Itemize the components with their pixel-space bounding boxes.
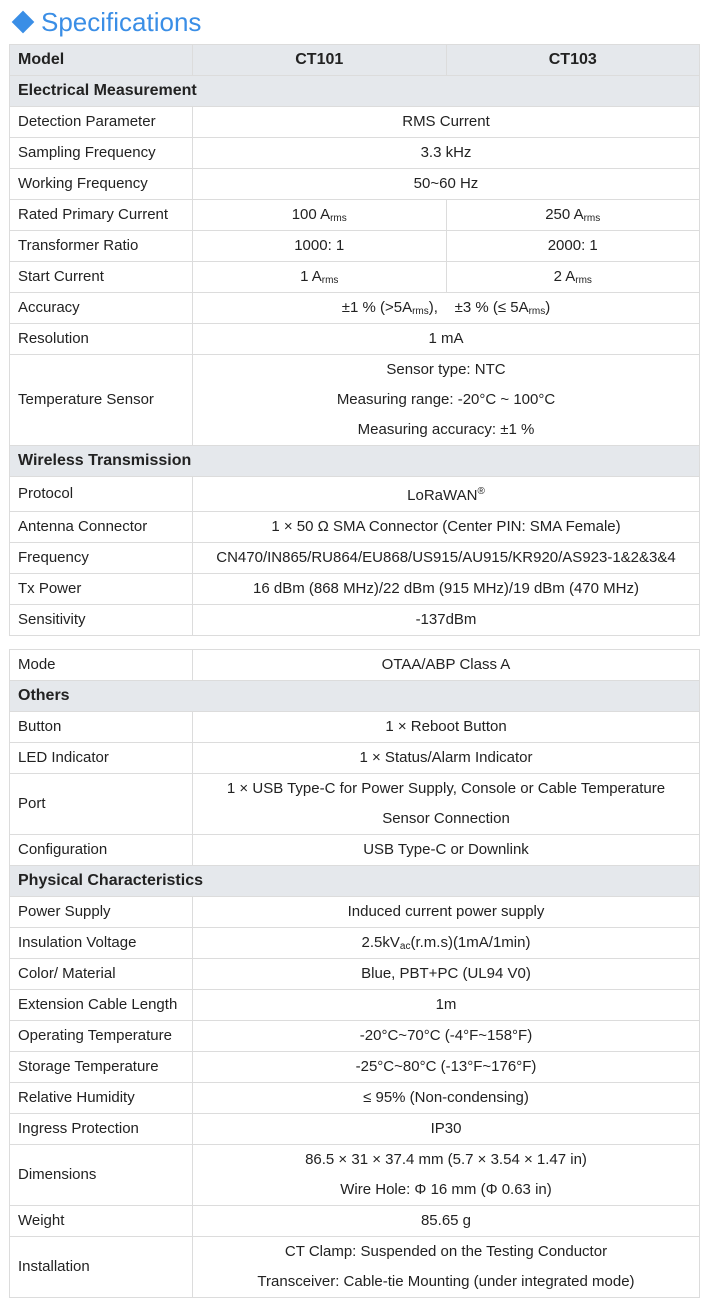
- table-row: Ingress Protection IP30: [10, 1114, 700, 1145]
- table-row: Tx Power 16 dBm (868 MHz)/22 dBm (915 MHz)/19 dBm (470 MHz): [10, 574, 700, 605]
- page-break-gap: [0, 636, 708, 649]
- section-others: Others: [10, 681, 700, 712]
- table-row: Temperature Sensor Sensor type: NTC Measuring range: -20°C ~ 100°C Measuring accuracy: ±1 %: [10, 355, 700, 446]
- table-row: Transformer Ratio 1000: 1 2000: 1: [10, 231, 700, 262]
- page-title: Specifications: [41, 6, 202, 37]
- ct101-value: 1 $A_{rms}$: [193, 262, 447, 293]
- table-row: Installation CT Clamp: Suspended on the Testing Conductor Transceiver: Cable-tie Mounting (under integrated mode): [10, 1237, 700, 1298]
- table-row: Power Supply Induced current power supply: [10, 897, 700, 928]
- header-ct103: CT103: [446, 45, 700, 76]
- ct103-value: 2000: 1: [446, 231, 700, 262]
- table-row: Frequency CN470/IN865/RU864/EU868/US915/AU915/KR920/AS923-1&2&3&4: [10, 543, 700, 574]
- table-row: Button 1 × Reboot Button: [10, 712, 700, 743]
- section-physical: Physical Characteristics: [10, 866, 700, 897]
- table-row: Operating Temperature -20°C~70°C (-4°F~158°F): [10, 1021, 700, 1052]
- table-row: Sampling Frequency 3.3 kHz: [10, 138, 700, 169]
- table-row: Detection Parameter RMS Current: [10, 107, 700, 138]
- table-row: Rated Primary Current 100 $A_{rms}$ 250 $A_{rms}$: [10, 200, 700, 231]
- table-row: LED Indicator 1 × Status/Alarm Indicator: [10, 743, 700, 774]
- ct103-value: 2 $A_{rms}$: [446, 262, 700, 293]
- header-model: Model: [10, 45, 193, 76]
- ct101-value: 100 $A_{rms}$: [193, 200, 447, 231]
- table-row: Working Frequency 50~60 Hz: [10, 169, 700, 200]
- table-row: Configuration USB Type-C or Downlink: [10, 835, 700, 866]
- table-row: Insulation Voltage $2.5kV_{ac}(r.m.s)(1mA/1\min)$: [10, 928, 700, 959]
- ct103-value: 250 $A_{rms}$: [446, 200, 700, 231]
- spec-table-part2: [9, 649, 700, 1298]
- table-row: Sensitivity -137dBm: [10, 605, 700, 636]
- table-row: Port 1 × USB Type-C for Power Supply, Console or Cable Temperature Sensor Connection: [10, 774, 700, 835]
- table-row: Mode OTAA/ABP Class A: [10, 650, 700, 681]
- spec-table-part1: [9, 44, 700, 636]
- table-header-row: [10, 45, 700, 76]
- table-row: Color/ Material Blue, PBT+PC (UL94 V0): [10, 959, 700, 990]
- table-row: Protocol LoRaWAN®: [10, 477, 700, 512]
- header-ct101: CT101: [193, 45, 447, 76]
- table-row: Extension Cable Length 1m: [10, 990, 700, 1021]
- table-row: Accuracy ±1 % $(>5A_{rms})$, ±3 % (≤ $5A_{rms}$): [10, 293, 700, 324]
- section-electrical: Electrical Measurement: [10, 76, 700, 107]
- section-wireless: Wireless Transmission: [10, 446, 700, 477]
- table-row: Weight 85.65 g: [10, 1206, 700, 1237]
- ct101-value: 1000: 1: [193, 231, 447, 262]
- table-row: Resolution 1 mA: [10, 324, 700, 355]
- table-row: Relative Humidity ≤ 95% (Non-condensing): [10, 1083, 700, 1114]
- table-row: Storage Temperature -25°C~80°C (-13°F~176°F): [10, 1052, 700, 1083]
- table-row: Dimensions 86.5 × 31 × 37.4 mm (5.7 × 3.54 × 1.47 in) Wire Hole: Φ 16 mm (Φ 0.63 in): [10, 1145, 700, 1206]
- diamond-bullet-icon: [12, 11, 35, 34]
- table-row: Start Current 1 $A_{rms}$ 2 $A_{rms}$: [10, 262, 700, 293]
- table-row: Antenna Connector 1 × 50 Ω SMA Connector (Center PIN: SMA Female): [10, 512, 700, 543]
- page-title-bar: [0, 0, 708, 44]
